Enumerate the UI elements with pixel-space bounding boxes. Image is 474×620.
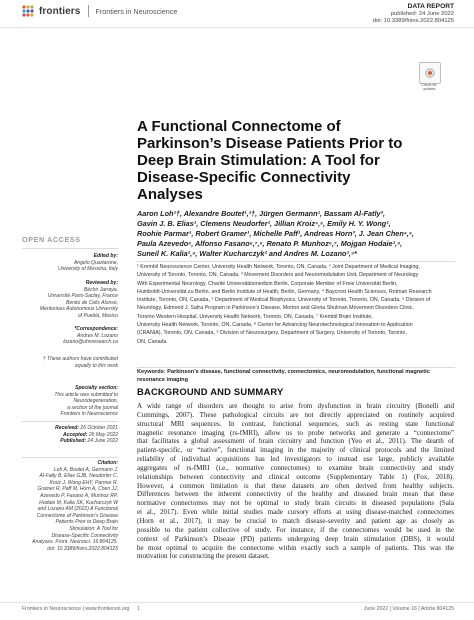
affiliation-line: ON, Canada bbox=[137, 338, 167, 345]
body-line: Cummings, 2007). These pathological circuits are not directly appreciated on routinely acquired bbox=[137, 410, 454, 419]
edited-by-label: Edited by: bbox=[93, 253, 118, 259]
citation-line: Stimulation: A Tool for bbox=[69, 525, 118, 532]
author-line[interactable]: Aaron Loh¹†, Alexandre Boutet¹,²†, Jürgen Germann¹, Bassam Al-Fatly³, bbox=[137, 209, 386, 218]
citation-line: Gramer R, Paff M, Horn A, Chen JJ, bbox=[37, 486, 118, 493]
correspondence-block bbox=[22, 326, 118, 346]
dates-block bbox=[22, 425, 118, 445]
citation-block bbox=[22, 460, 118, 552]
edited-by-block bbox=[22, 253, 118, 273]
note-line: equally to this work bbox=[75, 362, 118, 369]
reviewed-by-block bbox=[22, 280, 118, 320]
body-line: However, a common limitation is that these datasets are often derived from healthy subjects. bbox=[137, 481, 454, 490]
check-for-updates-icon[interactable] bbox=[419, 62, 441, 84]
keywords bbox=[137, 369, 455, 384]
citation-line: Al-Fatly B, Elias GJB, Neudorfer C, bbox=[39, 473, 118, 480]
citation-line: Loh A, Boutet A, Germann J, bbox=[53, 466, 118, 473]
title-line: Disease-Specific Connectivity bbox=[137, 169, 351, 186]
body-line: structural MRI sequences. In contrast, functional sequences, such as resting state functional bbox=[137, 419, 454, 428]
reviewer-line: Université Paris-Saclay, France bbox=[47, 293, 118, 300]
author-line[interactable]: Roohie Parmar¹, Robert Gramer¹, Michelle Paff¹, Andreas Horn³, J. Jean Chen⁴,⁵, bbox=[137, 228, 414, 238]
affiliation-line: With Experimental Neurology, Charité Universitätsmedizin Berlin, Corporate Member of Freie Universität Berlin, bbox=[137, 280, 398, 287]
accepted-label: Accepted: bbox=[63, 431, 88, 438]
published-label: Published: bbox=[60, 438, 86, 445]
editor-name: Angelo Quartarone, bbox=[73, 259, 118, 266]
footer-volume-info: June 2022 | Volume 16 | Article 804125 bbox=[363, 606, 454, 612]
affiliation-line: Neurology, Edmond J. Safra Program in Parkinson’s Disease, Morton and Gloria Shulman Movement Disorders Clinic, bbox=[137, 305, 414, 312]
article-title bbox=[137, 118, 447, 203]
body-line: aggregates of rs-fMRI (i.e., normative connectomes) to examine brain connectivity and study bbox=[137, 463, 454, 472]
affiliations-bottom-rule bbox=[137, 367, 455, 368]
body-line: relationships between connectivity and clinical outcome (Supplementary Table 1) (Fox, 2018). bbox=[137, 472, 454, 481]
correspondence-name: Andres M. Lozano bbox=[77, 332, 118, 339]
affiliation-line: (CRANIA), Toronto, ON, Canada, ⁹ Division of Neurosurgery, Department of Surgery, University of Toronto, Toronto, bbox=[137, 330, 407, 337]
affiliation-line: University of Toronto, Toronto, ON, Canada, ³ Movement Disorders and Neuromodulation Unit, Department of Neurology bbox=[137, 272, 419, 279]
body-line: possible to the patient collective of study. For instance, if the connectomes would be used in the bbox=[137, 525, 454, 534]
correspondence-label: *Correspondence: bbox=[74, 326, 118, 332]
specialty-line: Neurodegeneration, bbox=[73, 398, 118, 405]
author-line[interactable]: Suneil K. Kalia¹,⁹, Walter Kucharczyk² and Andres M. Lozano¹,⁹* bbox=[137, 248, 357, 258]
affiliation-line: Humboldt-Universität zu Berlin, and Berlin Institute of Health, Berlin, Germany, ⁴ Baycrest Health Sciences, Rotman Research bbox=[137, 288, 432, 295]
frontiers-logo[interactable] bbox=[21, 4, 177, 18]
frontiers-dots-icon bbox=[21, 4, 35, 18]
page-number: 1 bbox=[137, 606, 140, 612]
brand-name: frontiers bbox=[39, 5, 81, 17]
keywords-text-cont: resonance imaging bbox=[137, 376, 188, 383]
check-for-updates-label[interactable]: Check for updates bbox=[421, 83, 437, 91]
body-line: that facilitates a global assessment of brain circuitry and function (Yeo et al., 2011). The dearth of bbox=[137, 437, 454, 446]
accepted-date: 26 May 2022 bbox=[88, 431, 118, 438]
note-line: † These authors have contributed bbox=[42, 356, 118, 362]
body-line: reliability of individual acquisitions has led investigators to instead use large, publicly available bbox=[137, 455, 454, 464]
body-line: magnetic resonance imaging (rs-fMRI), allow us to probe networks and generate a “connectome” bbox=[137, 428, 454, 437]
specialty-line: Frontiers in Neuroscience bbox=[60, 411, 118, 418]
reviewer-line: Béchir Jarraya, bbox=[84, 286, 118, 293]
citation-line: Hodaie M, Kalia SK, Kucharczyk W bbox=[39, 499, 118, 506]
title-line: Parkinson’s Disease Patients Prior to bbox=[137, 135, 403, 152]
section-heading: BACKGROUND AND SUMMARY bbox=[137, 386, 284, 397]
footer-rule bbox=[0, 602, 474, 603]
equal-contribution-note bbox=[22, 356, 118, 369]
published-date: published: 24 June 2022 bbox=[390, 11, 454, 17]
affiliation-line: Toronto Western Hospital, University Health Network, Toronto, ON, Canada, ⁷ Krembil Brain Institute, bbox=[137, 313, 373, 320]
editor-affiliation: University of Messina, Italy bbox=[57, 266, 118, 273]
affiliations bbox=[137, 263, 455, 346]
update-ring-icon bbox=[425, 68, 435, 78]
sidebar-rule bbox=[22, 421, 118, 422]
title-line: A Functional Connectome of bbox=[137, 118, 341, 135]
citation-line: Kroiz J, Wong EHY, Parmar R, bbox=[49, 479, 118, 486]
body-paragraph bbox=[137, 402, 454, 561]
reviewer-line: Benito de Celis Alonso, bbox=[66, 299, 118, 306]
affiliation-line: University Health Network, Toronto, ON, Canada, ⁸ Center for Advancing Neurotechnological Innovation to Application bbox=[137, 322, 413, 329]
citation-label: Citation: bbox=[97, 460, 118, 466]
body-line: Differences between the inherent connectivity of the healthy and diseased brain mean that these bbox=[137, 490, 454, 499]
citation-line: Patients Prior to Deep Brain bbox=[55, 519, 118, 526]
header-divider bbox=[88, 5, 89, 17]
title-line: Deep Brain Stimulation: A Tool for bbox=[137, 152, 380, 169]
open-access-rule bbox=[22, 248, 118, 249]
correspondence-email[interactable]: lozano@uhnresearch.ca bbox=[63, 339, 118, 346]
published-date-side: 24 June 2022 bbox=[87, 438, 118, 445]
affiliation-line: ¹ Krembil Neuroscience Center, University Health Network, Toronto, ON, Canada, ² Joint Department of Medical Imaging, bbox=[137, 264, 420, 270]
body-line: context of Parkinson’s Disease (PD) patients undergoing deep brain stimulation (DBS), it would bbox=[137, 534, 454, 543]
header-divider-line bbox=[0, 27, 474, 28]
body-line: be most optimal to acquire the connectome within exactly such a sample of patients. This was the bbox=[137, 543, 454, 552]
body-line: motivation for constructing the present dataset. bbox=[137, 552, 270, 561]
specialty-line: a section of the journal bbox=[67, 404, 118, 411]
citation-line: and Lozano AM (2022) A Functional bbox=[37, 506, 118, 513]
open-access-label: OPEN ACCESS bbox=[22, 235, 81, 244]
body-line: A wide range of disorders are thought to arise from dysfunction in brain circuitry (Bonelli and bbox=[137, 402, 454, 410]
body-line: normative connectomes may not be optimal to study brain circuits in diseased populations (Sala bbox=[137, 499, 454, 508]
sidebar-rule bbox=[22, 457, 118, 458]
keywords-text: Parkinson’s disease, functional connectivity, connectomics, neuromodulation, functional magnetic bbox=[167, 369, 430, 375]
citation-line: Connectome of Parkinson’s Disease bbox=[36, 512, 118, 519]
specialty-label: Specialty section: bbox=[75, 385, 118, 391]
citation-doi[interactable]: doi: 10.3389/fnins.2022.804125 bbox=[47, 545, 118, 552]
body-line: et al., 2017). Even while initial studies made cursory efforts at using disease-matched connectomes bbox=[137, 508, 454, 517]
citation-line: Disease-Specific Connectivity bbox=[51, 532, 118, 539]
body-line: (Horn et al., 2017), it may be crucial to match disease-severity and patient age as closely as bbox=[137, 516, 454, 525]
reviewer-line: Meritorious Autonomous University bbox=[39, 306, 118, 313]
affiliation-line: Institute, Toronto, ON, Canada, ⁵ Department of Medical Biophysics, University of Toronto, Toronto, ON, Canada, ⁶ Division of bbox=[137, 297, 431, 304]
document-type: DATA REPORT bbox=[407, 3, 454, 10]
citation-line: Azevedo P, Fasano A, Munhoz RP, bbox=[40, 492, 118, 499]
affiliations-top-rule bbox=[137, 261, 455, 262]
received-label: Received: bbox=[55, 425, 79, 431]
reviewed-by-label: Reviewed by: bbox=[85, 280, 118, 286]
author-line[interactable]: Paula Azevedo⁶, Alfonso Fasano⁶,⁷,⁸, Renato P. Munhoz⁶,⁷, Mojgan Hodaie¹,⁹, bbox=[137, 238, 403, 248]
received-date: 26 October 2021 bbox=[80, 425, 118, 431]
author-line[interactable]: Gavin J. B. Elias¹, Clemens Neudorfer¹, Jillian Kroiz⁴,⁵, Emily H. Y. Wong¹, bbox=[137, 218, 391, 228]
keywords-label: Keywords: bbox=[137, 369, 166, 375]
footer-journal-link[interactable]: Frontiers in Neuroscience | www.frontiersin.org bbox=[22, 606, 130, 612]
citation-line: Analyses. Front. Neurosci. 16:804125. bbox=[32, 539, 118, 546]
specialty-line: This article was submitted to bbox=[54, 391, 118, 398]
doi-link[interactable]: doi: 10.3389/fnins.2022.804125 bbox=[372, 18, 454, 24]
journal-name[interactable]: Frontiers in Neuroscience bbox=[95, 6, 178, 16]
specialty-section-block bbox=[22, 385, 118, 418]
reviewer-line: of Puebla, Mexico bbox=[77, 312, 118, 319]
body-line: patient-specific, or “native”, functional imaging in the majority of clinical protocols and the limited bbox=[137, 446, 454, 455]
author-list bbox=[137, 209, 457, 259]
title-line: Analyses bbox=[137, 186, 203, 203]
